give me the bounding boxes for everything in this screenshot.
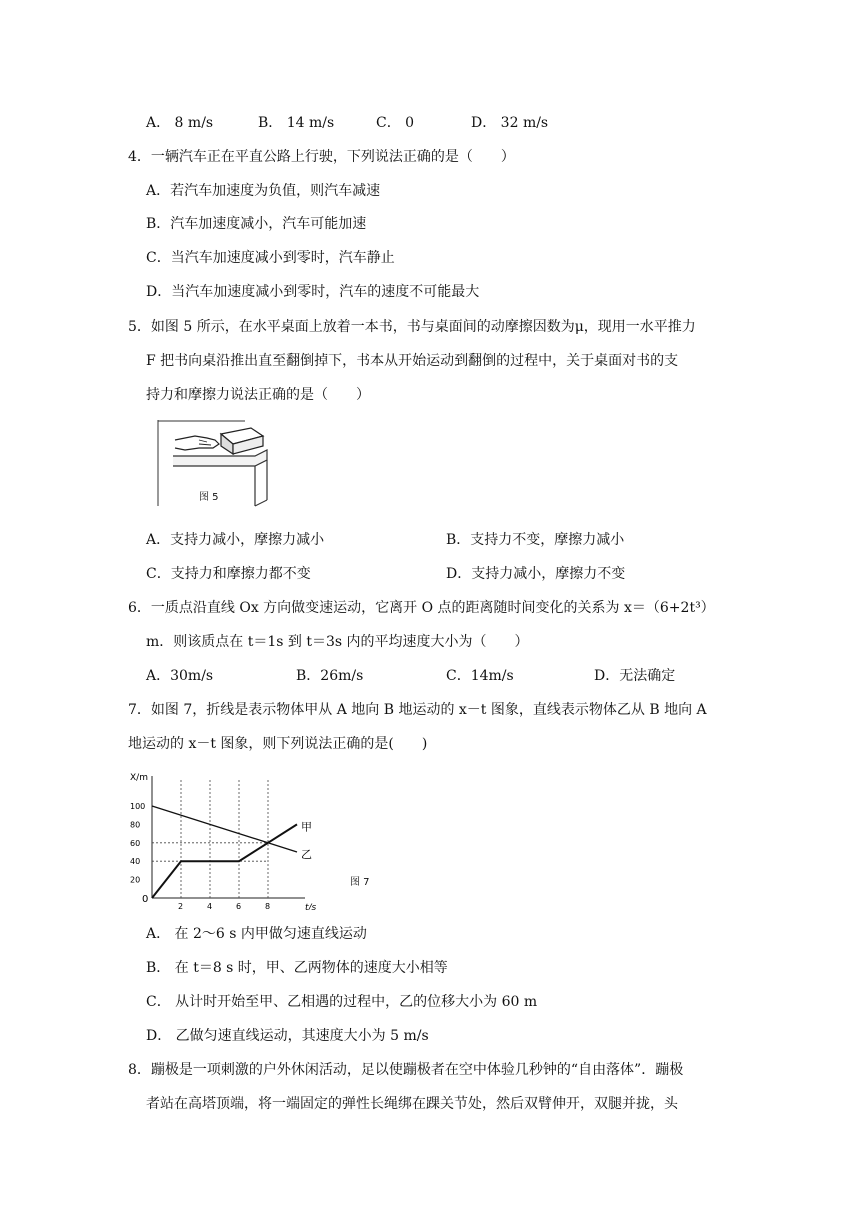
y-tick-label: 60 (130, 838, 141, 848)
figure-7 (128, 768, 388, 910)
q7-option-a: A． 在 2～6 s 内甲做匀速直线运动 (146, 926, 367, 942)
q6-option-a: A．30m/s (146, 668, 214, 684)
q6-option-b: B．26m/s (296, 668, 364, 684)
figure-7-caption: 图 7 (350, 877, 370, 888)
q3-option-d: D． 32 m/s (471, 115, 549, 131)
q8-stem-line-2: 者站在高塔顶端，将一端固定的弹性长绳绑在踝关节处，然后双臂伸开，双腿并拢，头 (146, 1096, 678, 1112)
q7-option-b: B． 在 t＝8 s 时，甲、乙两物体的速度大小相等 (146, 960, 448, 976)
x-tick-label: 6 (236, 902, 242, 910)
q3-option-b: B． 14 m/s (258, 115, 335, 131)
x-tick-label: 8 (265, 902, 271, 910)
q4-option-b: B．汽车加速度减小，汽车可能加速 (146, 216, 367, 232)
figure-5 (155, 418, 275, 510)
series-line-yi (152, 806, 297, 852)
q6-option-c: C．14m/s (446, 668, 514, 684)
series-label-yi: 乙 (301, 848, 312, 861)
q4-stem: 4．一辆汽车正在平直公路上行驶，下列说法正确的是（ ） (128, 149, 515, 165)
q7-stem-line-2: 地运动的 x－t 图象，则下列说法正确的是( ) (128, 736, 428, 752)
q7-option-c: C． 从计时开始至甲、乙相遇的过程中，乙的位移大小为 60 m (146, 994, 538, 1010)
q4-option-a: A．若汽车加速度为负值，则汽车减速 (146, 183, 381, 199)
q6-stem-line-2: m．则该质点在 t＝1s 到 t＝3s 内的平均速度大小为（ ） (146, 634, 529, 650)
x-tick-label: 2 (178, 902, 184, 910)
q5-option-b: B．支持力不变，摩擦力减小 (446, 532, 625, 548)
series-label-jia: 甲 (301, 820, 312, 834)
figure-7-chart (128, 768, 388, 910)
y-axis-label: X/m (130, 773, 148, 783)
q3-option-c: C． 0 (376, 115, 415, 131)
q5-stem-line-3: 持力和摩擦力说法正确的是（ ） (146, 387, 370, 403)
q8-stem-line-1: 8．蹦极是一项刺激的户外休闲活动，足以使蹦极者在空中体验几秒钟的“自由落体”．蹦极 (128, 1062, 684, 1078)
q5-option-d: D．支持力减小，摩擦力不变 (446, 566, 626, 582)
x-axis-label: t/s (305, 903, 317, 910)
y-tick-label: 20 (130, 875, 141, 885)
q6-option-d: D．无法确定 (594, 668, 676, 684)
q4-option-d: D．当汽车加速度减小到零时，汽车的速度不可能最大 (146, 284, 480, 300)
q5-stem-line-2: F 把书向桌沿推出直至翻倒掉下，书本从开始运动到翻倒的过程中，关于桌面对书的支 (146, 353, 679, 369)
q3-option-a: A． 8 m/s (146, 115, 214, 131)
q7-option-d: D． 乙做匀速直线运动，其速度大小为 5 m/s (146, 1028, 429, 1044)
q6-stem-line-1: 6．一质点沿直线 Ox 方向做变速运动，它离开 O 点的距离随时间变化的关系为 x＝（6+2t³） (128, 600, 715, 616)
figure-5-caption: 图 5 (199, 492, 219, 503)
y-tick-label: 40 (130, 857, 141, 867)
y-tick-label: 80 (130, 820, 141, 830)
q5-option-a: A．支持力减小，摩擦力减小 (146, 532, 325, 548)
q5-option-c: C．支持力和摩擦力都不变 (146, 566, 311, 582)
q7-stem-line-1: 7．如图 7，折线是表示物体甲从 A 地向 B 地运动的 x－t 图象，直线表示物体乙从 B 地向 A (128, 702, 707, 718)
y-tick-label: 100 (130, 802, 146, 811)
q5-stem-line-1: 5．如图 5 所示，在水平桌面上放着一本书，书与桌面间的动摩擦因数为μ，现用一水平推力 (128, 319, 696, 335)
origin-label: 0 (142, 894, 149, 905)
q4-option-c: C．当汽车加速度减小到零时，汽车静止 (146, 250, 395, 266)
x-tick-label: 4 (207, 902, 213, 910)
